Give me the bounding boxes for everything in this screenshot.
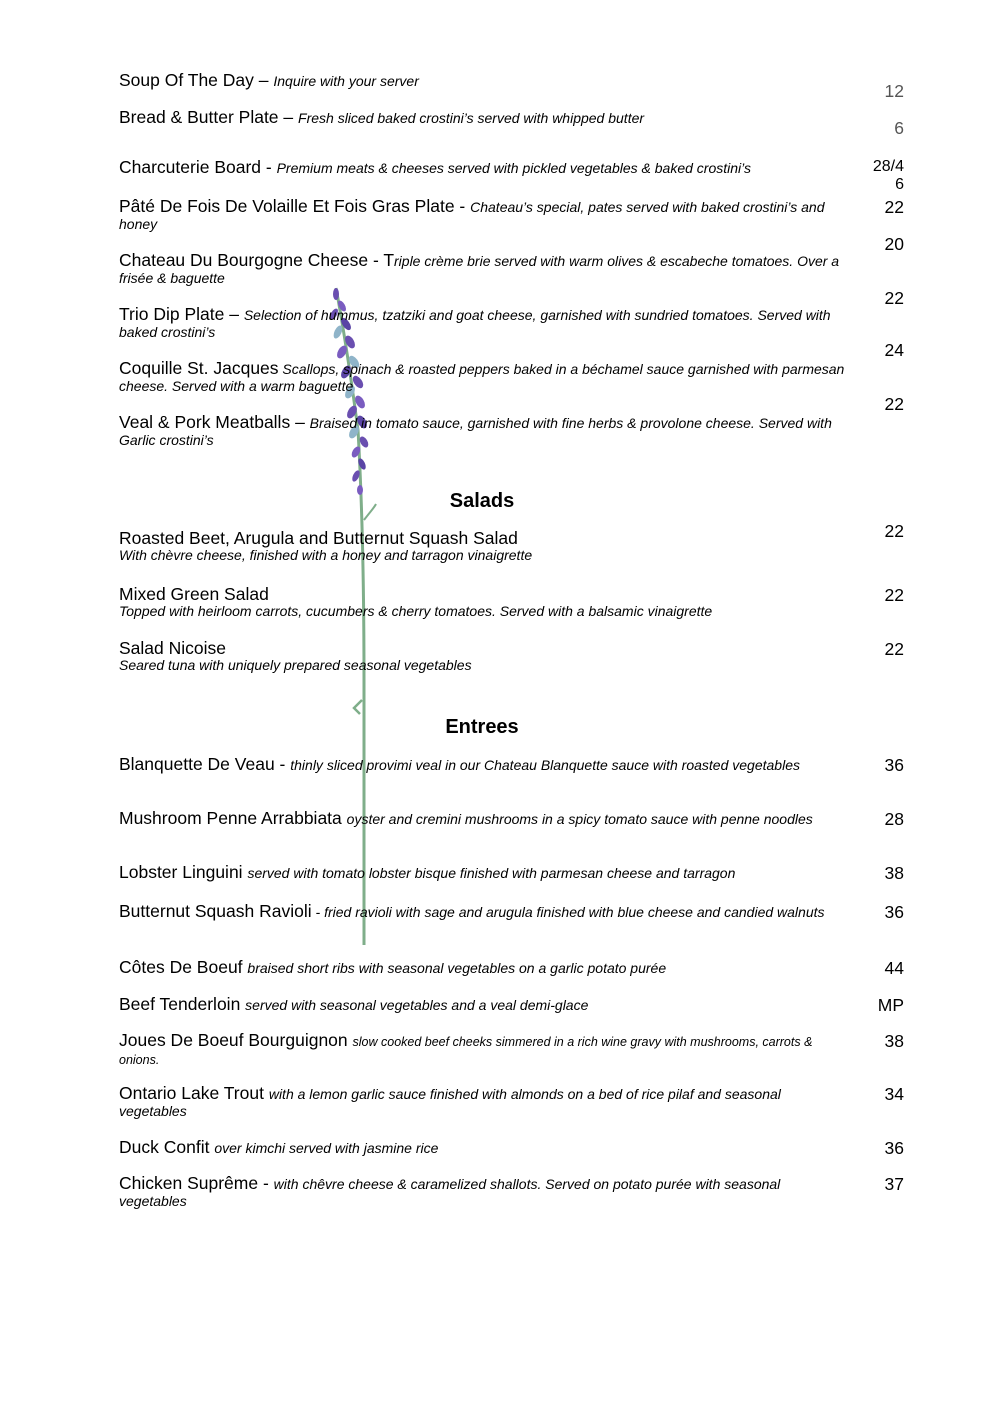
item-description: Seared tuna with uniquely prepared seasonal vegetables: [119, 657, 472, 673]
item-name: Butternut Squash Ravioli: [119, 901, 312, 921]
item-description: Braised in tomato sauce, garnished with fine herbs & provolone cheese. Served with Garlic crostini’s: [119, 415, 832, 448]
item-price: 38: [884, 1031, 904, 1051]
item-name: Pâté De Fois De Volaille Et Fois Gras Plate: [119, 196, 455, 216]
item-name: Ontario Lake Trout: [119, 1083, 264, 1103]
item-price: 28/4 6: [872, 158, 904, 193]
menu-item: Butternut Squash Ravioli - fried ravioli with sage and arugula finished with blue cheese and candied walnuts: [119, 901, 825, 921]
item-price: 22: [884, 288, 904, 308]
item-price: 22: [884, 639, 904, 659]
menu-item: [119, 640, 849, 674]
item-name: Trio Dip Plate: [119, 304, 225, 324]
item-description: braised short ribs with seasonal vegetables on a garlic potato purée: [247, 960, 667, 976]
item-price: 6: [894, 118, 904, 138]
menu-item: Blanquette De Veau - thinly sliced provimi veal in our Chateau Blanquette sauce with roasted vegetables: [119, 754, 800, 774]
item-price: 24: [884, 340, 904, 360]
item-price: 20: [884, 234, 904, 254]
item-description: slow cooked beef cheeks simmered in a rich wine gravy with mushrooms, carrots & onions.: [119, 1035, 813, 1067]
item-price: MP: [877, 995, 904, 1015]
item-price: 22: [884, 585, 904, 605]
menu-item: Veal & Pork Meatballs – Braised in tomato sauce, garnished with fine herbs & provolone cheese. Served with Garlic crostini’s: [119, 412, 832, 448]
item-name: Beef Tenderloin: [119, 994, 241, 1014]
item-description: Topped with heirloom carrots, cucumbers & cherry tomatoes. Served with a balsamic vinaigrette: [119, 603, 713, 619]
item-description: with a lemon garlic sauce finished with almonds on a bed of rice pilaf and seasonal vegetables: [119, 1086, 781, 1119]
menu-item: [119, 959, 849, 977]
item-name: Charcuterie Board: [119, 157, 262, 177]
menu-item: [119, 1085, 849, 1120]
item-price: 34: [884, 1084, 904, 1104]
item-description: Premium meats & cheeses served with pickled vegetables & baked crostini’s: [276, 160, 752, 176]
item-price: 12: [884, 81, 904, 101]
item-description: Inquire with your server: [273, 73, 419, 89]
item-price: 22: [884, 394, 904, 414]
section-heading-entrees: Entrees: [445, 716, 519, 738]
menu-item: Pâté De Fois De Volaille Et Fois Gras Plate - Chateau’s special, pates served with baked crostini’s and honey: [119, 196, 825, 232]
item-description: thinly sliced provimi veal in our Chateau Blanquette sauce with roasted vegetables: [290, 757, 800, 773]
menu-item: Charcuterie Board - Premium meats & cheeses served with pickled vegetables & baked crostini’s: [119, 157, 752, 177]
item-description: Fresh sliced baked crostini’s served with whipped butter: [298, 110, 645, 126]
menu-item: Bread & Butter Plate – Fresh sliced baked crostini’s served with whipped butter: [119, 107, 645, 127]
item-description: served with tomato lobster bisque finished with parmesan cheese and tarragon: [247, 865, 736, 881]
item-description: Chateau’s special, pates served with baked crostini’s and honey: [119, 199, 825, 232]
menu-item: Soup Of The Day – Inquire with your server: [119, 70, 419, 90]
menu-item: Trio Dip Plate – Selection of hummus, tzatziki and goat cheese, garnished with sundried tomatoes. Served with baked crostini’s: [119, 304, 831, 340]
item-name: Lobster Linguini: [119, 862, 243, 882]
item-description: served with seasonal vegetables and a veal demi-glace: [245, 997, 589, 1013]
item-name: Roasted Beet, Arugula and Butternut Squash Salad: [119, 528, 518, 548]
item-name: Côtes De Boeuf: [119, 957, 243, 977]
item-name: Blanquette De Veau: [119, 754, 275, 774]
item-description: spinach & roasted peppers baked in a béchamel sauce garnished with parmesan cheese. Served with a warm baguette: [119, 361, 845, 394]
item-description: fried ravioli with sage and arugula finished with blue cheese and candied walnuts: [324, 904, 825, 920]
item-description: riple crème brie served with warm olives & escabeche tomatoes. Over a frisée & baguette: [119, 253, 840, 286]
item-price: 22: [884, 197, 904, 217]
menu-item: [119, 1139, 849, 1157]
item-name: Bread & Butter Plate: [119, 107, 279, 127]
item-name: Mixed Green Salad: [119, 584, 269, 604]
item-description: over kimchi served with jasmine rice: [214, 1140, 439, 1156]
menu-item: Coquille St. Jacques Scallops, spinach & roasted peppers baked in a béchamel sauce garnished with parmesan cheese. Served with a warm baguette: [119, 358, 845, 394]
item-description: With chèvre cheese, finished with a honey and tarragon vinaigrette: [119, 547, 533, 563]
menu-item: [119, 1032, 849, 1069]
item-price: 44: [884, 958, 904, 978]
item-price: 22: [884, 521, 904, 541]
menu-item: [119, 530, 849, 564]
menu-item: Chicken Suprême - with chêvre cheese & caramelized shallots. Served on potato purée with seasonal vegetables: [119, 1173, 781, 1209]
menu-item: [119, 810, 849, 828]
item-name: Salad Nicoise: [119, 638, 226, 658]
item-price: 36: [884, 755, 904, 775]
item-price: 38: [884, 863, 904, 883]
item-name: Chicken Suprême: [119, 1173, 259, 1193]
item-description: with chêvre cheese & caramelized shallots. Served on potato purée with seasonal vegetables: [119, 1176, 781, 1209]
menu-item: Chateau Du Bourgogne Cheese - Triple crème brie served with warm olives & escabeche tomatoes. Over a frisée & baguette: [119, 250, 840, 286]
item-price: 37: [884, 1174, 904, 1194]
menu-item: [119, 586, 849, 620]
item-name: Duck Confit: [119, 1137, 210, 1157]
section-heading-salads: Salads: [449, 490, 515, 512]
item-price: 36: [884, 1138, 904, 1158]
item-price: 36: [884, 902, 904, 922]
item-name: Coquille St. Jacques: [119, 358, 279, 378]
menu-item: [119, 864, 849, 882]
item-name: Joues De Boeuf Bourguignon: [119, 1030, 348, 1050]
item-description: oyster and cremini mushrooms in a spicy tomato sauce with penne noodles: [346, 811, 813, 827]
item-price: 28: [884, 809, 904, 829]
item-name: Chateau Du Bourgogne Cheese: [119, 250, 369, 270]
item-name: Soup Of The Day: [119, 70, 254, 90]
item-description: Selection of hummus, tzatziki and goat cheese, garnished with sundried tomatoes. Served with baked crostini’s: [119, 307, 831, 340]
item-name: Mushroom Penne Arrabbiata: [119, 808, 342, 828]
menu-item: [119, 996, 849, 1014]
item-name: Veal & Pork Meatballs: [119, 412, 291, 432]
